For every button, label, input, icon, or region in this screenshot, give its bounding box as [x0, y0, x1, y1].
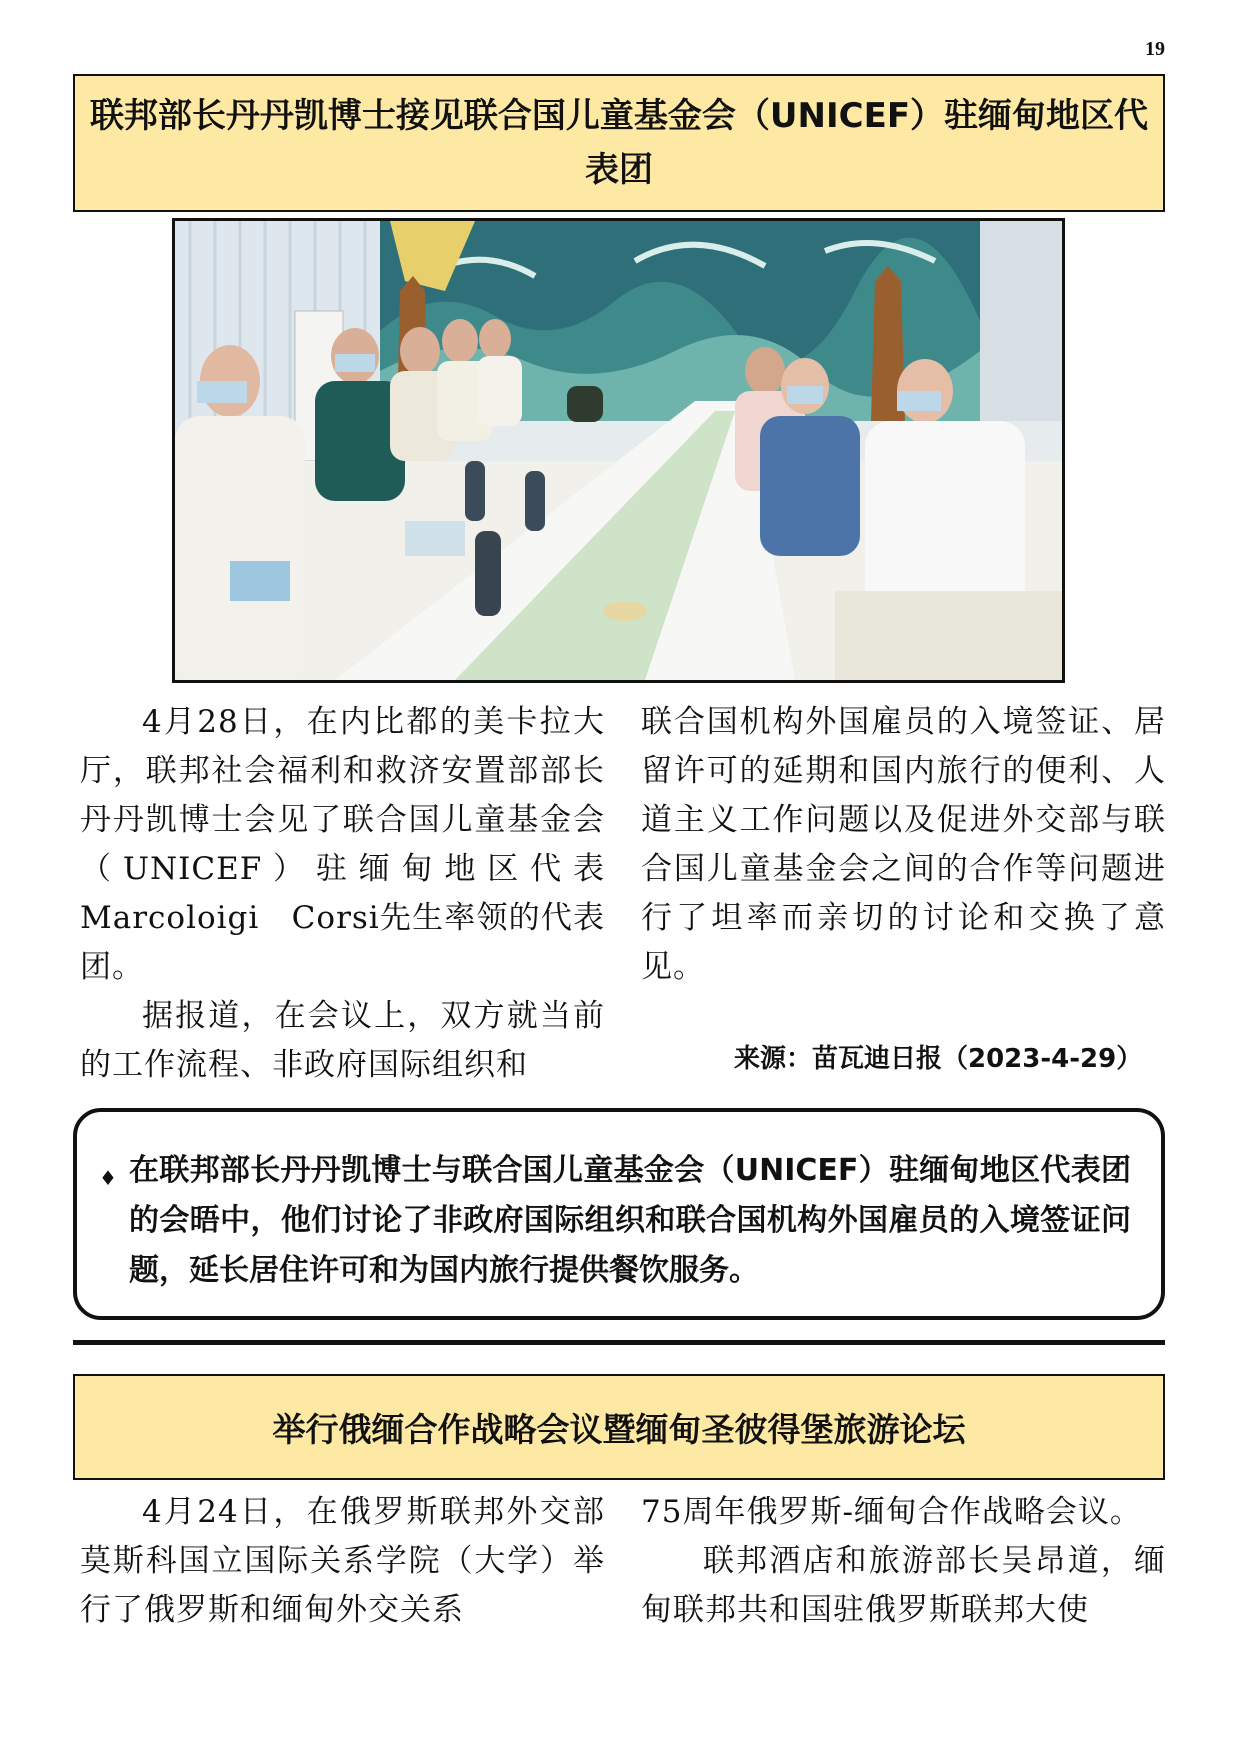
article-2-paragraph: 联邦酒店和旅游部长吴昂道，缅甸联邦共和国驻俄罗斯联邦大使 — [641, 1543, 1166, 1628]
article-2-paragraph: 75周年俄罗斯-缅甸合作战略会议。 — [641, 1494, 1142, 1530]
section-divider — [73, 1340, 1165, 1345]
article-1-source: 来源：苗瓦迪日报（2023-4-29） — [734, 1044, 1143, 1074]
article-1-left-column — [80, 698, 605, 1090]
article-2-right-column — [641, 1488, 1166, 1635]
article-1-headline: 联邦部长丹丹凯博士接见联合国儿童基金会（UNICEF）驻缅甸地区代表团 — [73, 74, 1165, 212]
article-2-left-column — [80, 1488, 605, 1635]
summary-box — [73, 1108, 1165, 1320]
article-1-paragraph: 据报道，在会议上，双方就当前的工作流程、非政府国际组织和 — [80, 998, 605, 1083]
article-2-headline: 举行俄缅合作战略会议暨缅甸圣彼得堡旅游论坛 — [73, 1374, 1165, 1480]
diamond-bullet-icon: ♦ — [99, 1166, 117, 1190]
page-number: 19 — [1145, 38, 1165, 60]
article-2-paragraph: 4月24日，在俄罗斯联邦外交部莫斯科国立国际关系学院（大学）举行了俄罗斯和缅甸外交关系 — [80, 1494, 605, 1628]
summary-text: 在联邦部长丹丹凯博士与联合国儿童基金会（UNICEF）驻缅甸地区代表团的会晤中，他们讨论了非政府国际组织和联合国机构外国雇员的入境签证问题，延长居住许可和为国内旅行提供餐饮服务。 — [129, 1153, 1131, 1288]
article-1-right-column — [641, 698, 1166, 992]
meeting-photo — [172, 218, 1065, 683]
article-1-paragraph: 4月28日，在内比都的美卡拉大厅，联邦社会福利和救济安置部部长丹丹凯博士会见了联合国儿童基金会（UNICEF）驻缅甸地区代表Marcoloigi Corsi先生率领的代表团。 — [80, 704, 605, 985]
article-1-paragraph: 联合国机构外国雇员的入境签证、居留许可的延期和国内旅行的便利、人道主义工作问题以及促进外交部与联合国儿童基金会之间的合作等问题进行了坦率而亲切的讨论和交换了意见。 — [641, 704, 1166, 985]
